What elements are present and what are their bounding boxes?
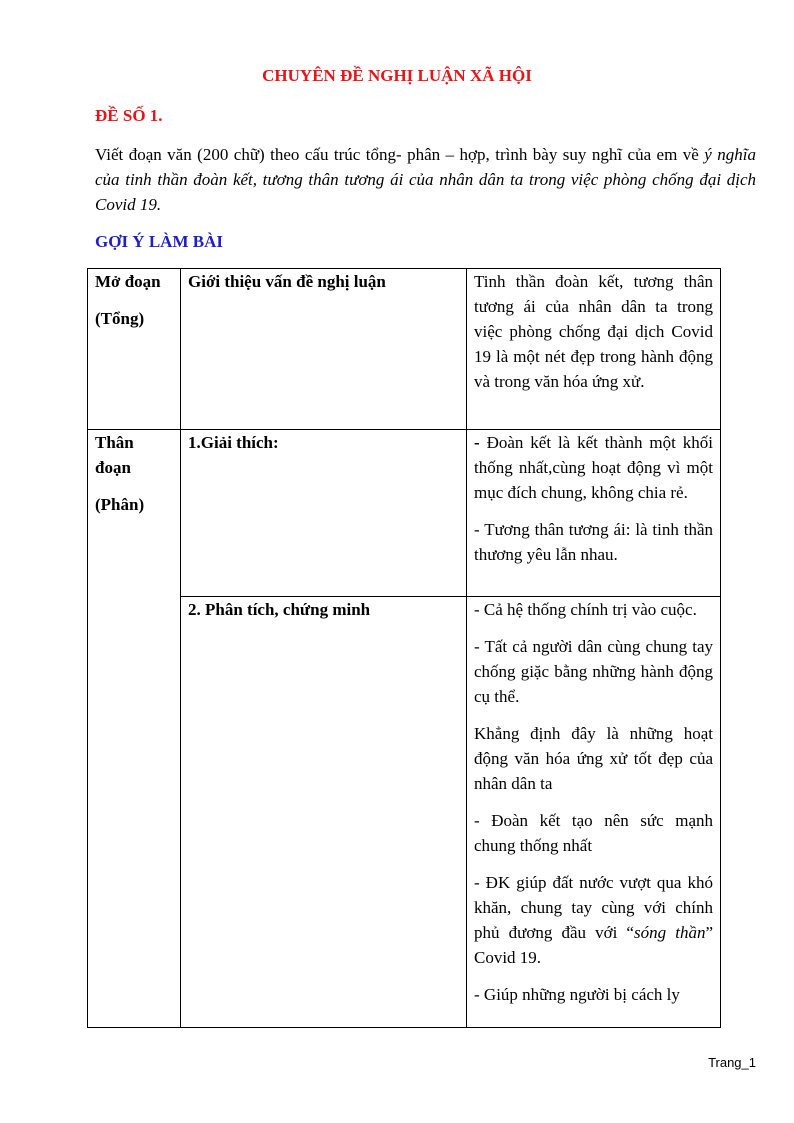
content-paragraph: - Cả hệ thống chính trị vào cuộc. — [474, 600, 697, 619]
section-sublabel: (Tổng) — [95, 309, 145, 328]
outline-table — [87, 268, 721, 1028]
content-paragraph: - Tương thân tương ái: là tinh thần thương yêu lẫn nhau. — [474, 520, 713, 564]
prompt-text: Viết đoạn văn (200 chữ) theo cấu trúc tổng- phân – hợp, trình bày suy nghĩ của em về — [95, 145, 705, 164]
document-title: CHUYÊN ĐỀ NGHỊ LUẬN XÃ HỘI — [262, 66, 532, 85]
topic-label: Giới thiệu vấn đề nghị luận — [188, 272, 386, 291]
content-paragraph: Khẳng định đây là những hoạt động văn hóa ứng xử tốt đẹp của nhân dân ta — [474, 724, 713, 793]
table-row-explain — [88, 430, 721, 597]
exercise-label: ĐỀ SỐ 1. — [95, 106, 163, 125]
section-cell-intro — [88, 269, 181, 430]
content-paragraph: Tinh thần đoàn kết, tương thân tương ái của nhân dân ta trong việc phòng chống đại dịch Covid 19 là một nét đẹp trong hành động và trong văn hóa ứng xử. — [474, 272, 713, 391]
section-label: Mở đoạn — [95, 272, 161, 291]
topic-cell-intro — [181, 269, 467, 430]
table-row-intro — [88, 269, 721, 430]
prompt-italic-text: ý nghĩa của tinh thần đoàn kết, tương thân tương ái của nhân dân ta trong việc phòng chống đại dịch Covid 19. — [95, 145, 756, 214]
page-number: Trang_1 — [708, 1055, 756, 1070]
content-text: Đoàn kết là kết thành một khối thống nhất,cùng hoạt động vì một mục đích chung, không chia rẻ. — [474, 433, 713, 502]
content-cell-intro — [467, 269, 721, 430]
content-text: ” Covid 19. — [474, 923, 713, 967]
content-cell-analysis — [467, 597, 721, 1028]
content-paragraph: - Tất cả người dân cùng chung tay chống giặc bằng những hành động cụ thể. — [474, 637, 713, 706]
exercise-prompt — [95, 142, 756, 217]
topic-label: 1.Giải thích: — [188, 433, 279, 452]
section-label: Thân — [95, 433, 134, 452]
table-row-analysis — [88, 597, 721, 1028]
content-paragraph — [474, 430, 713, 505]
content-italic-text: sóng thần — [633, 923, 706, 942]
content-paragraph: - Đoàn kết tạo nên sức mạnh chung thống nhất — [474, 811, 713, 855]
section-label-cont: đoạn — [95, 458, 131, 477]
topic-label: 2. Phân tích, chứng minh — [188, 600, 371, 619]
content-text: - ĐK giúp đất nước vượt qua khó khăn, chung tay cùng với chính phủ đương đầu với “ — [474, 873, 713, 942]
content-paragraph: - Giúp những người bị cách ly — [474, 985, 680, 1004]
content-cell-explain — [467, 430, 721, 597]
topic-cell-analysis — [181, 597, 467, 1028]
bullet-dash: - — [474, 433, 480, 452]
section-cell-body — [88, 430, 181, 1028]
topic-cell-explain — [181, 430, 467, 597]
content-paragraph — [474, 870, 713, 970]
section-sublabel: (Phân) — [95, 495, 145, 514]
guide-heading: GỢI Ý LÀM BÀI — [95, 232, 223, 251]
